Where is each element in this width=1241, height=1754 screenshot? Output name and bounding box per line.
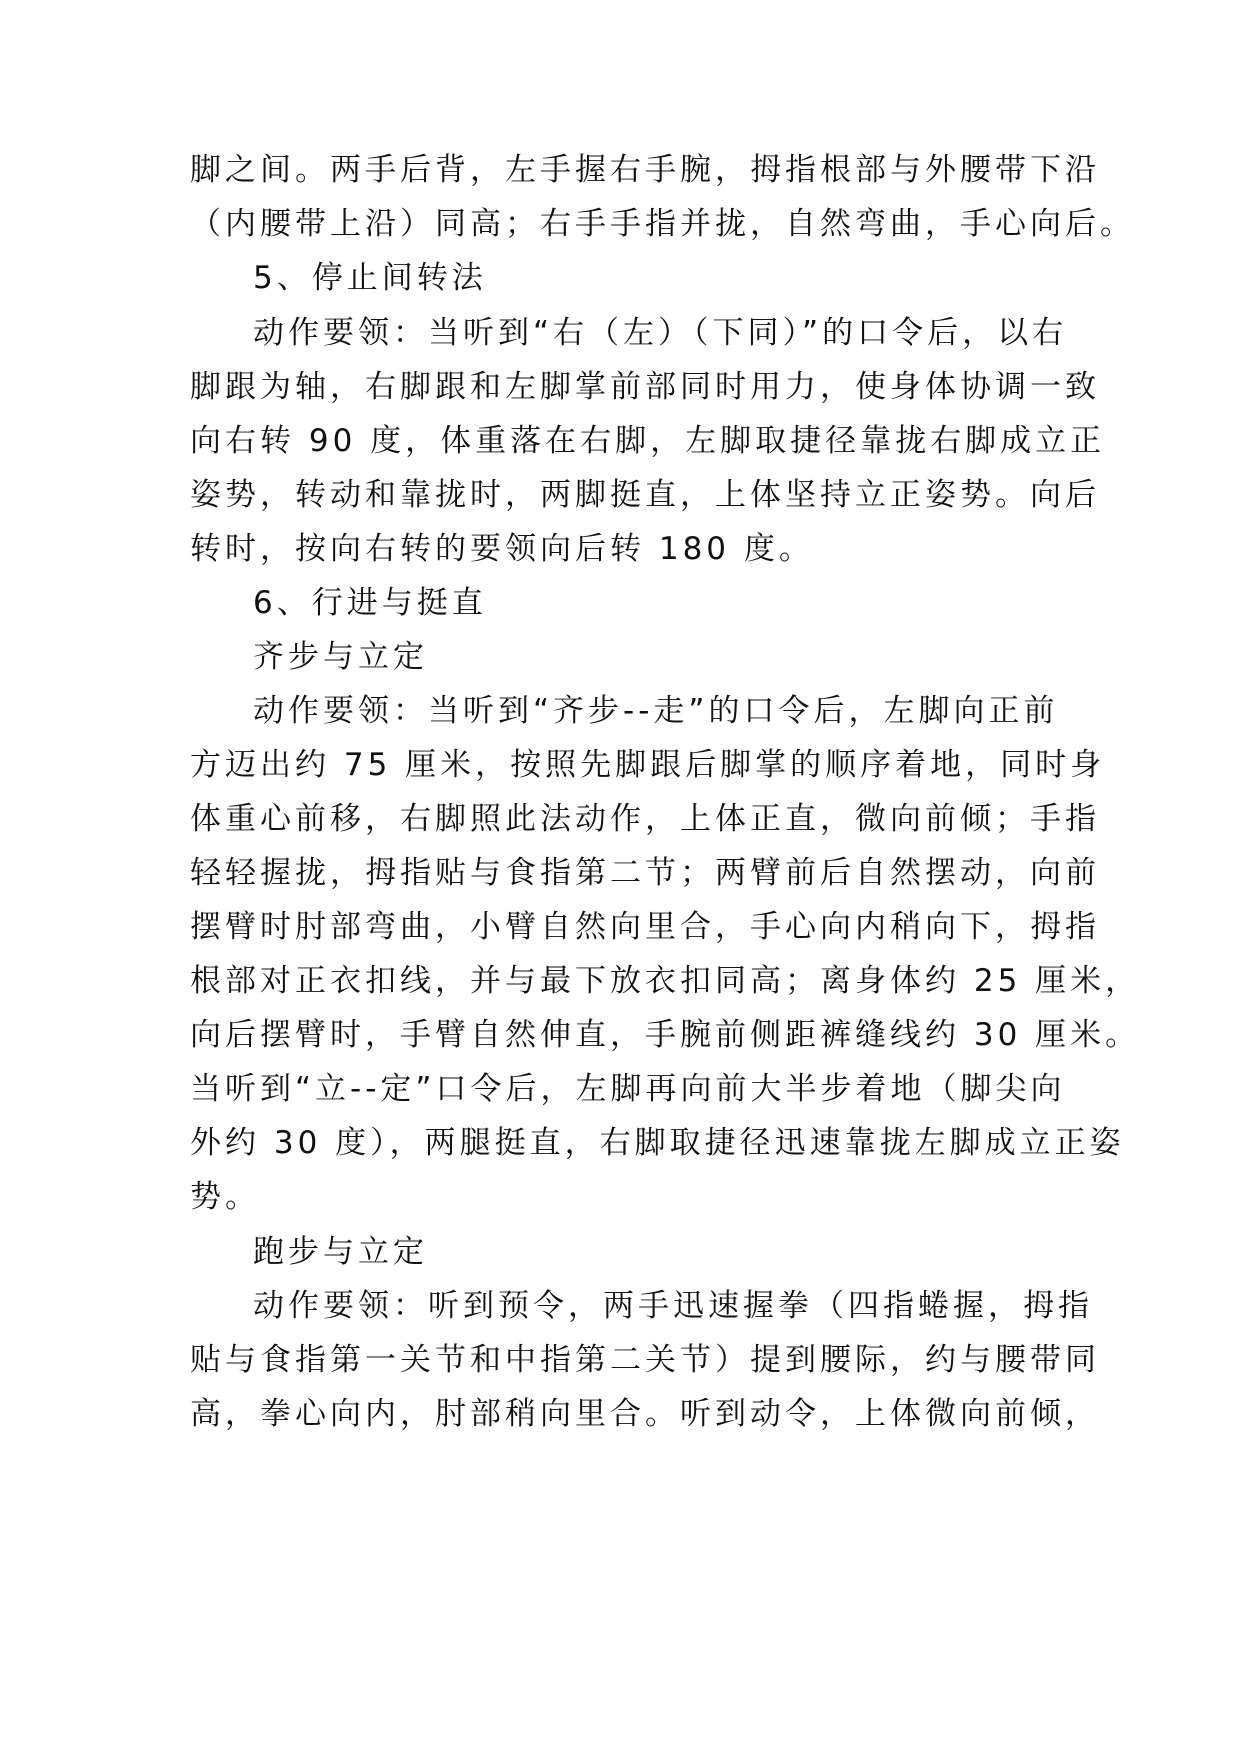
section-heading: 6、行进与挺直 [253,585,487,621]
subsection-heading: 齐步与立定 [253,639,428,675]
text-line: 向后摆臂时，手臂自然伸直，手腕前侧距裤缝线约 30 厘米。 [190,1017,1141,1053]
text-line: 脚跟为轴，右脚跟和左脚掌前部同时用力，使身体协调一致 [190,369,1100,405]
paragraph-start: 动作要领：当听到“齐步--走”的口令后，左脚向正前 [253,693,1059,729]
text-line: 方迈出约 75 厘米，按照先脚跟后脚掌的顺序着地，同时身 [190,747,1106,783]
text-line: 姿势，转动和靠拢时，两脚挺直，上体坚持立正姿势。向后 [190,477,1100,513]
text-line: 转时，按向右转的要领向后转 180 度。 [190,531,814,567]
text-line: 外约 30 度），两腿挺直，右脚取捷径迅速靠拢左脚成立正姿 [190,1125,1125,1161]
text-line: 向右转 90 度，体重落在右脚，左脚取捷径靠拢右脚成立正 [190,423,1106,459]
text-line: 高，拳心向内，肘部稍向里合。听到动令，上体微向前倾， [190,1396,1100,1432]
text-line: 摆臂时肘部弯曲，小臂自然向里合，手心向内稍向下，拇指 [190,909,1100,945]
subsection-heading: 跑步与立定 [253,1234,428,1270]
section-heading: 5、停止间转法 [253,260,487,296]
text-line: 体重心前移，右脚照此法动作，上体正直，微向前倾；手指 [190,801,1100,837]
text-line: 当听到“立--定”口令后，左脚再向前大半步着地（脚尖向 [190,1071,1066,1107]
paragraph-start: 动作要领：当听到“右（左）（下同）”的口令后，以右 [253,315,1068,351]
text-line: 脚之间。两手后背，左手握右手腕，拇指根部与外腰带下沿 [190,152,1100,188]
text-line: 势。 [190,1179,260,1215]
text-line: 贴与食指第一关节和中指第二关节）提到腰际，约与腰带同 [190,1342,1100,1378]
text-line: 根部对正衣扣线，并与最下放衣扣同高；离身体约 25 厘米， [190,963,1141,999]
text-line: 轻轻握拢，拇指贴与食指第二节；两臂前后自然摆动，向前 [190,855,1100,891]
paragraph-start: 动作要领：听到预令，两手迅速握拳（四指蜷握，拇指 [253,1288,1093,1324]
text-line: （内腰带上沿）同高；右手手指并拢，自然弯曲，手心向后。 [190,206,1135,242]
